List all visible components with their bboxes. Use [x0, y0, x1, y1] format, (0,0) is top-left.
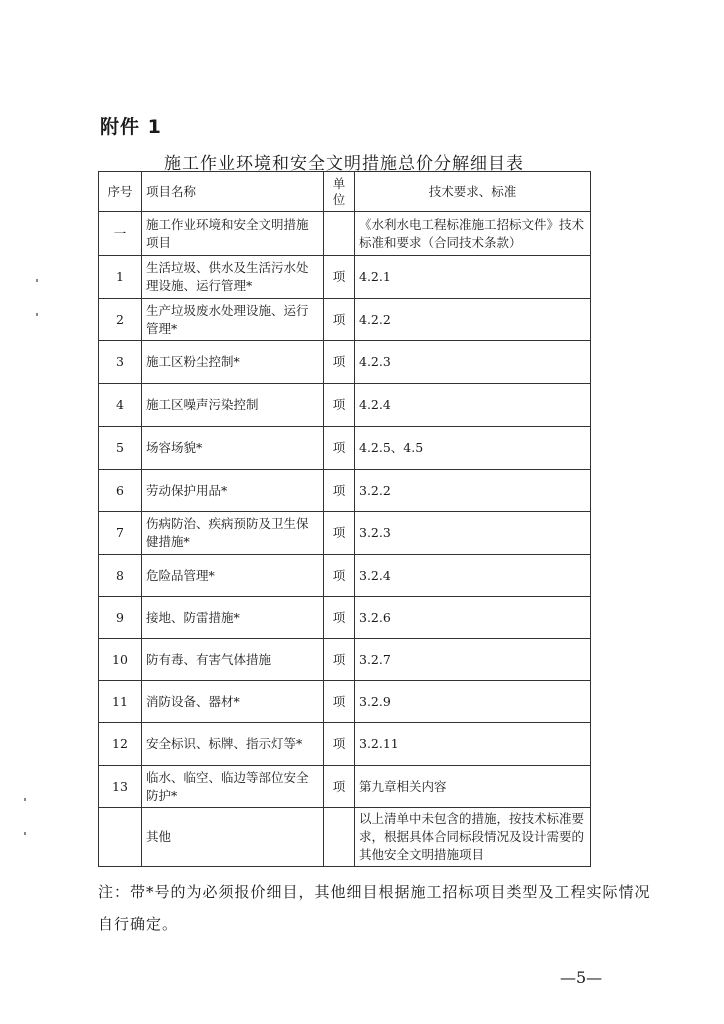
cell-standard: 第九章相关内容 — [355, 766, 591, 808]
table-row — [99, 341, 591, 384]
cell-standard: 以上清单中未包含的措施，按技术标准要求，根据具体合同标段情况及设计需要的其他安全文明措施项目 — [355, 808, 591, 867]
cell-name: 危险品管理* — [142, 555, 324, 597]
cell-seq: 2 — [99, 299, 142, 341]
cell-unit: 项 — [324, 512, 355, 555]
cell-standard: 4.2.1 — [355, 256, 591, 299]
cell-name: 消防设备、器材* — [142, 681, 324, 723]
header-name: 项目名称 — [142, 172, 324, 212]
cell-unit: 项 — [324, 723, 355, 766]
cell-seq: 9 — [99, 597, 142, 639]
cell-unit: 项 — [324, 639, 355, 681]
cell-standard: 3.2.9 — [355, 681, 591, 723]
cell-unit: 项 — [324, 256, 355, 299]
scan-speck — [24, 798, 26, 801]
table-header-row — [99, 172, 591, 212]
cell-standard: 4.2.3 — [355, 341, 591, 384]
page-number: —5— — [560, 968, 603, 987]
cell-name: 施工作业环境和安全文明措施项目 — [142, 212, 324, 256]
table-row — [99, 555, 591, 597]
cell-name: 劳动保护用品* — [142, 470, 324, 512]
cell-name: 生活垃圾、供水及生活污水处理设施、运行管理* — [142, 256, 324, 299]
cell-unit: 项 — [324, 299, 355, 341]
cell-unit: 项 — [324, 384, 355, 427]
cell-standard: 3.2.11 — [355, 723, 591, 766]
cell-name: 生产垃圾废水处理设施、运行管理* — [142, 299, 324, 341]
table-row — [99, 384, 591, 427]
cell-standard: 4.2.4 — [355, 384, 591, 427]
cell-seq — [99, 808, 142, 867]
cell-name: 施工区粉尘控制* — [142, 341, 324, 384]
cell-name: 临水、临空、临边等部位安全防护* — [142, 766, 324, 808]
cell-standard: 4.2.2 — [355, 299, 591, 341]
table-row — [99, 256, 591, 299]
cell-seq: 12 — [99, 723, 142, 766]
cell-name: 防有毒、有害气体措施 — [142, 639, 324, 681]
cell-seq: 4 — [99, 384, 142, 427]
cell-seq: 一 — [99, 212, 142, 256]
cell-seq: 6 — [99, 470, 142, 512]
cell-unit: 项 — [324, 341, 355, 384]
cell-name: 其他 — [142, 808, 324, 867]
cell-standard: 3.2.7 — [355, 639, 591, 681]
table-row — [99, 597, 591, 639]
header-unit: 单 位 — [324, 172, 355, 212]
table-row — [99, 212, 591, 256]
table-row — [99, 681, 591, 723]
cell-seq: 8 — [99, 555, 142, 597]
cell-unit: 项 — [324, 555, 355, 597]
footnote: 注：带*号的为必须报价细目，其他细目根据施工招标项目类型及工程实际情况自行确定。 — [98, 883, 651, 933]
cell-seq: 5 — [99, 427, 142, 470]
cost-breakdown-table — [98, 171, 591, 867]
scan-speck — [36, 279, 38, 282]
cell-standard: 3.2.4 — [355, 555, 591, 597]
table-row — [99, 512, 591, 555]
cell-unit: 项 — [324, 681, 355, 723]
cell-name: 安全标识、标牌、指示灯等* — [142, 723, 324, 766]
table-row — [99, 299, 591, 341]
cell-seq: 11 — [99, 681, 142, 723]
cell-standard: 《水利水电工程标准施工招标文件》技术标准和要求（合同技术条款） — [355, 212, 591, 256]
scan-speck — [24, 832, 26, 835]
table-row — [99, 808, 591, 867]
table-row — [99, 427, 591, 470]
cell-name: 伤病防治、疾病预防及卫生保健措施* — [142, 512, 324, 555]
cell-standard: 3.2.6 — [355, 597, 591, 639]
cell-unit: 项 — [324, 597, 355, 639]
table-row — [99, 723, 591, 766]
cell-unit: 项 — [324, 766, 355, 808]
header-standard: 技术要求、标准 — [355, 172, 591, 212]
scan-speck — [36, 313, 38, 316]
attachment-label: 附件 1 — [100, 116, 162, 138]
table-row — [99, 766, 591, 808]
table-row — [99, 639, 591, 681]
cell-unit: 项 — [324, 427, 355, 470]
cell-standard: 4.2.5、4.5 — [355, 427, 591, 470]
header-seq: 序号 — [99, 172, 142, 212]
cell-seq: 7 — [99, 512, 142, 555]
table-body — [99, 212, 591, 867]
cell-standard: 3.2.3 — [355, 512, 591, 555]
cell-seq: 1 — [99, 256, 142, 299]
cell-seq: 10 — [99, 639, 142, 681]
cell-seq: 13 — [99, 766, 142, 808]
cell-unit — [324, 212, 355, 256]
cell-name: 场容场貌* — [142, 427, 324, 470]
cell-name: 接地、防雷措施* — [142, 597, 324, 639]
cell-standard: 3.2.2 — [355, 470, 591, 512]
table-row — [99, 470, 591, 512]
cell-unit — [324, 808, 355, 867]
cell-seq: 3 — [99, 341, 142, 384]
cell-unit: 项 — [324, 470, 355, 512]
cell-name: 施工区噪声污染控制 — [142, 384, 324, 427]
table-title: 施工作业环境和安全文明措施总价分解细目表 — [164, 154, 524, 174]
